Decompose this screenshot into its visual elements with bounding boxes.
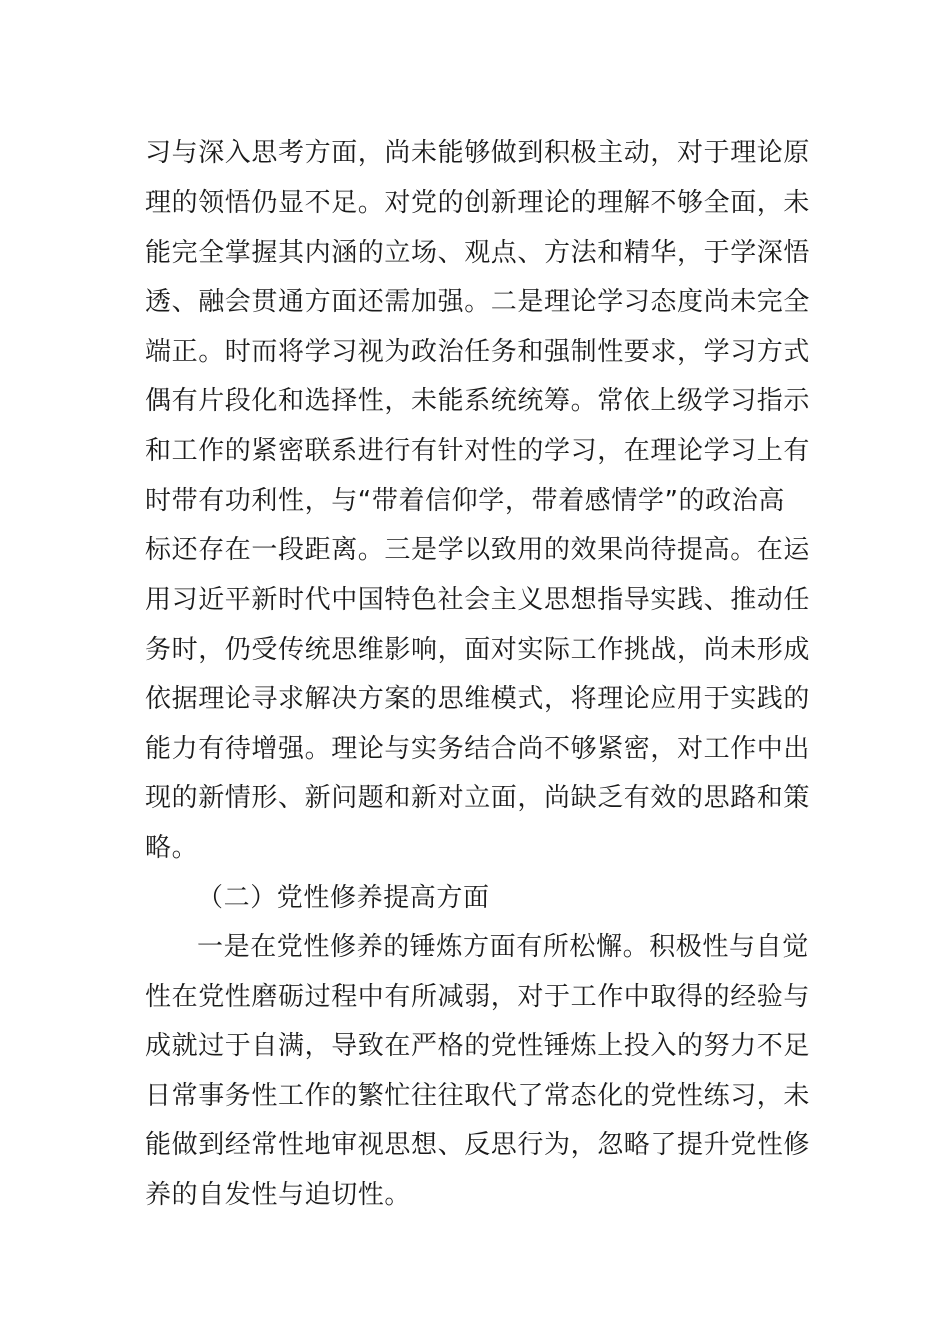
- paragraph-line: 透、融会贯通方面还需加强。二是理论学习态度尚未完全: [145, 287, 811, 317]
- paragraph-line: 依据理论寻求解决方案的思维模式，将理论应用于实践的: [145, 684, 811, 714]
- paragraph-line: 务时，仍受传统思维影响，面对实际工作挑战，尚未形成: [145, 635, 811, 665]
- paragraph-line: 成就过于自满，导致在严格的党性锤炼上投入的努力不足: [145, 1031, 811, 1061]
- paragraph-line: 能完全掌握其内涵的立场、观点、方法和精华，于学深悟: [145, 238, 811, 268]
- paragraph-line: 能做到经常性地审视思想、反思行为，忽略了提升党性修: [145, 1130, 811, 1160]
- paragraph-line: 标还存在一段距离。三是学以致用的效果尚待提高。在运: [145, 535, 811, 565]
- paragraph-line: 端正。时而将学习视为政治任务和强制性要求，学习方式: [145, 337, 811, 367]
- paragraph-line: 和工作的紧密联系进行有针对性的学习，在理论学习上有: [145, 436, 811, 466]
- paragraph-line: 用习近平新时代中国特色社会主义思想指导实践、推动任: [145, 585, 811, 615]
- section-heading: （二）党性修养提高方面: [197, 883, 490, 913]
- paragraph-line: 性在党性磨砺过程中有所减弱，对于工作中取得的经验与: [145, 982, 811, 1012]
- paragraph-line: 日常事务性工作的繁忙往往取代了常态化的党性练习，未: [145, 1081, 811, 1111]
- paragraph-line: 时带有功利性，与“带着信仰学，带着感情学”的政治高: [145, 486, 785, 516]
- paragraph-line: 能力有待增强。理论与实务结合尚不够紧密，对工作中出: [145, 734, 811, 764]
- paragraph-line: 养的自发性与迫切性。: [145, 1180, 412, 1210]
- paragraph-line: 理的领悟仍显不足。对党的创新理论的理解不够全面，未: [145, 188, 811, 218]
- paragraph-line: 略。: [145, 833, 199, 863]
- paragraph-line: 一是在党性修养的锤炼方面有所松懈。积极性与自觉: [197, 932, 809, 962]
- paragraph-line: 偶有片段化和选择性，未能系统统筹。常依上级学习指示: [145, 386, 811, 416]
- paragraph-line: 习与深入思考方面，尚未能够做到积极主动，对于理论原: [145, 138, 811, 168]
- paragraph-line: 现的新情形、新问题和新对立面，尚缺乏有效的思路和策: [145, 783, 811, 813]
